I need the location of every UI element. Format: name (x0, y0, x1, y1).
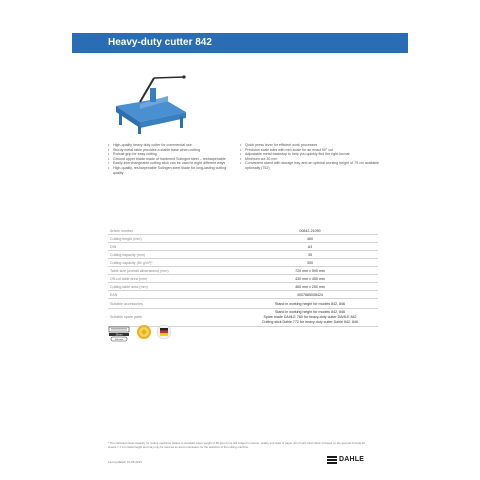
cutting-capacity-icon (108, 325, 132, 343)
feature-item: • Adjustable metal backstop to help you quickly find the right format (240, 152, 380, 157)
feature-item: • Robust grip for easy cutting (108, 152, 228, 157)
spec-row (108, 259, 378, 267)
feature-item: • Easily interchangeable cutting stick can be used in eight different ways (108, 161, 228, 166)
spec-label: EAN (108, 291, 242, 299)
feature-item: • Sturdy metal table provides a stable base when cutting (108, 148, 228, 153)
spec-label: Article number (108, 227, 242, 235)
spec-row (108, 235, 378, 243)
spec-label: Cutting table area (mm) (108, 283, 242, 291)
brand-logo: DAHLE (339, 456, 365, 463)
spec-row (108, 275, 378, 283)
feature-item: • Minimum cut 30 mm (240, 157, 380, 162)
spec-value: Stand in working height for models 842, 846 (242, 299, 378, 309)
footnote: * The indicated sheet capacity for cutting machines relates to standard paper weight of 80 gsm but is still subject to texture, quality and state of paper. All of such information is based on the general formula 10 sheets = 1 mm stack height and may only be used as an aid to orientation for the selection of the cutting machine. (108, 441, 365, 449)
spec-value: 300 (242, 259, 378, 267)
spec-row (108, 291, 378, 299)
spec-value: 460 mm x 250 mm (242, 283, 378, 291)
capacity-sub-label: 460 mm (115, 339, 123, 341)
feature-item: • Quick press lever for efficient work processes (240, 143, 380, 148)
feature-item: • Ground upper blade made of hardened Solingen steel – resharpenable (108, 157, 228, 162)
spec-value: A3 (242, 243, 378, 251)
spec-row (108, 283, 378, 291)
page-title: Heavy-duty cutter 842 (108, 37, 212, 48)
spec-label: Off-cut table area (mm) (108, 275, 242, 283)
title-banner (72, 33, 408, 53)
product-image (110, 68, 190, 138)
spec-label: DIN (108, 243, 242, 251)
capacity-label: 35mm (115, 333, 123, 337)
spec-value: 00842-21090 (242, 227, 378, 235)
feature-item: • Precision scale bars with mm-scale for an exact 90° cut (240, 148, 380, 153)
spec-row (108, 251, 378, 259)
spec-row (108, 299, 378, 309)
spec-label: Cutting length (mm) (108, 235, 242, 243)
spec-label: Cutting capacity (mm) (108, 251, 242, 259)
features-right (240, 143, 380, 171)
spec-value: 430 mm x 450 mm (242, 275, 378, 283)
features-left (108, 143, 228, 175)
dahle-logo-icon (327, 456, 337, 464)
feature-item: • High-quality, resharpenable Solingen steel blade for long-lasting cutting quality (108, 166, 228, 175)
spec-label: Cutting capacity (80 g/m²)* (108, 259, 242, 267)
spec-row (108, 227, 378, 235)
spec-row (108, 243, 378, 251)
spec-value: 460 (242, 235, 378, 243)
spec-value: Stand in working height for models 842, 846 Spare blade DAHLE 760 for heavy-duty cutter DAHLE 842 Cutting stick Dahle 772 for heavy-duty cutter Dahle 842, 846 (242, 309, 378, 327)
last-updated: Last updated: 10.05.2021 (108, 460, 143, 464)
feature-item: • Convenient stand with storage tray and an optimal working height of 79 cm available optionally (752) (240, 161, 380, 170)
spec-value: 720 mm x 590 mm (242, 267, 378, 275)
spec-value: 4007885008424 (242, 291, 378, 299)
made-in-germany-icon (156, 324, 172, 340)
feature-item: • High-quality heavy duty cutter for commercial use (108, 143, 228, 148)
spec-label: Suitable accessories (108, 299, 242, 309)
spec-row (108, 267, 378, 275)
quality-seal-icon (136, 324, 152, 340)
spec-value: 35 (242, 251, 378, 259)
spec-label: Table size (overall dimensions) (mm) (108, 267, 242, 275)
spec-label: Suitable spare parts (108, 309, 242, 327)
spec-table (108, 227, 378, 327)
